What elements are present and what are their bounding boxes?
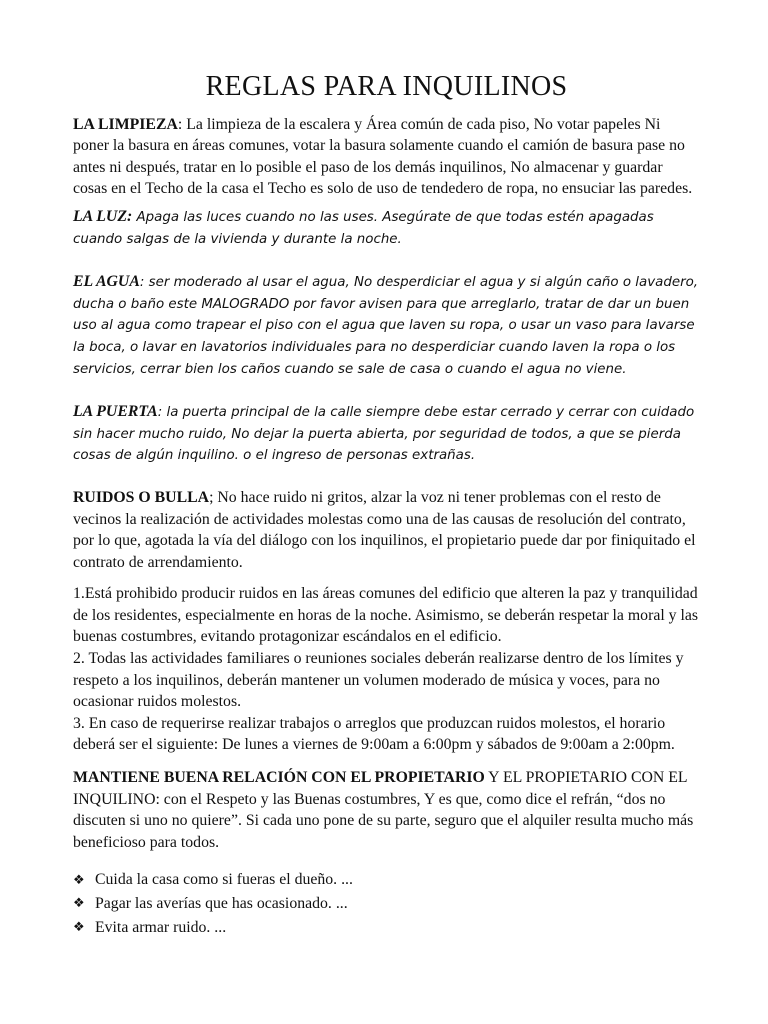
section-agua-text: : ser moderado al usar el agua, No desperdiciar el agua y si algún caño o lavadero, ducha o baño este MALOGRADO por favor avisen para que arreglarlo, tratar de dar un buen uso al agua como trapear el piso con el agua que laven su ropa, o usar un vaso para lavarse la boca, o lavar en lavatorios individuales para no desperdiciar cuando laven la ropa o los servicios, cerrar bien los caños cuando se sale de casa o cuando el agua no viene. bbox=[73, 275, 699, 377]
numbered-rule-3: 3. En caso de requerirse realizar trabajos o arreglos que produzcan ruidos molestos, el horario deberá ser el siguiente: De lunes a viernes de 9:00am a 6:00pm y sábados de 9:00am a 2:00pm. bbox=[73, 714, 675, 754]
section-puerta bbox=[73, 401, 700, 467]
section-agua-label: EL AGUA bbox=[73, 273, 140, 291]
list-item-text: Evita armar ruido. ... bbox=[95, 918, 227, 936]
section-limpieza-text: : La limpieza de la escalera y Área común de cada piso, No votar papeles Ni poner la basura en áreas comunes, votar la basura solamente cuando el camión de basura pase no antes ni después, tratar en lo posible el paso de los demás inquilinos, No almacenar y guardar cosas en el Techo de la casa el Techo es solo de uso de tendedero de ropa, no ensuciar las paredes. bbox=[73, 115, 693, 198]
section-limpieza bbox=[73, 114, 700, 200]
tips-list bbox=[73, 868, 700, 939]
section-relacion-label: MANTIENE BUENA RELACIÓN CON EL PROPIETARIO bbox=[73, 769, 485, 787]
section-ruidos-text: ; No hace ruido ni gritos, alzar la voz ni tener problemas con el resto de vecinos la realización de actividades molestas como una de las causas de resolución del contrato, por lo que, agotada la vía del diálogo con los inquilinos, el propietario puede dar por finiquitado el contrato de arrendamiento. bbox=[73, 488, 696, 571]
list-item bbox=[73, 868, 700, 892]
list-item-text: Cuida la casa como si fueras el dueño. ... bbox=[95, 871, 353, 889]
diamond-bullet-icon: ❖ bbox=[73, 919, 85, 935]
section-limpieza-label: LA LIMPIEZA bbox=[73, 115, 178, 133]
section-luz-text: Apaga las luces cuando no las uses. Asegúrate de que todas estén apagadas cuando salgas de la vivienda y durante la noche. bbox=[73, 209, 654, 247]
diamond-bullet-icon: ❖ bbox=[73, 872, 85, 888]
section-relacion-text: Y EL PROPIETARIO CON EL INQUILINO: con el Respeto y las Buenas costumbres, Y es que, como dice el refrán, “dos no discuten si uno no quiere”. Si cada uno pone de su parte, seguro que el alquiler resulta mucho más beneficioso para todos. bbox=[73, 769, 694, 851]
section-ruidos-label: RUIDOS O BULLA bbox=[73, 488, 210, 506]
numbered-rule-1: 1.Está prohibido producir ruidos en las áreas comunes del edificio que alteren la paz y tranquilidad de los residentes, especialmente en horas de la noche. Asimismo, se deberán respetar la moral y las buenas costumbres, evitando protagonizar escándalos en el edificio. bbox=[73, 585, 699, 646]
list-item bbox=[73, 916, 700, 940]
diamond-bullet-icon: ❖ bbox=[73, 896, 85, 912]
section-agua bbox=[73, 271, 700, 380]
list-item-text: Pagar las averías que has ocasionado. ... bbox=[95, 895, 348, 912]
section-puerta-label: LA PUERTA bbox=[73, 403, 158, 421]
section-luz-label: LA LUZ: bbox=[73, 207, 133, 225]
numbered-rules bbox=[73, 583, 700, 756]
list-item bbox=[73, 892, 700, 916]
section-puerta-text: : la puerta principal de la calle siempre debe estar cerrado y cerrar con cuidado sin hacer mucho ruido, No dejar la puerta abierta, por seguridad de todos, a que se pierda cosas de algún inquilino. o el ingreso de personas extrañas. bbox=[73, 405, 695, 464]
page-title: REGLAS PARA INQUILINOS bbox=[205, 71, 568, 102]
numbered-rule-2: 2. Todas las actividades familiares o reuniones sociales deberán realizarse dentro de los límites y respeto a los inquilinos, deberán mantener un volumen moderado de música y voces, para no ocasionar ruidos molestos. bbox=[73, 650, 684, 711]
section-ruidos bbox=[73, 487, 700, 573]
section-luz bbox=[73, 206, 700, 250]
section-relacion bbox=[73, 767, 700, 853]
